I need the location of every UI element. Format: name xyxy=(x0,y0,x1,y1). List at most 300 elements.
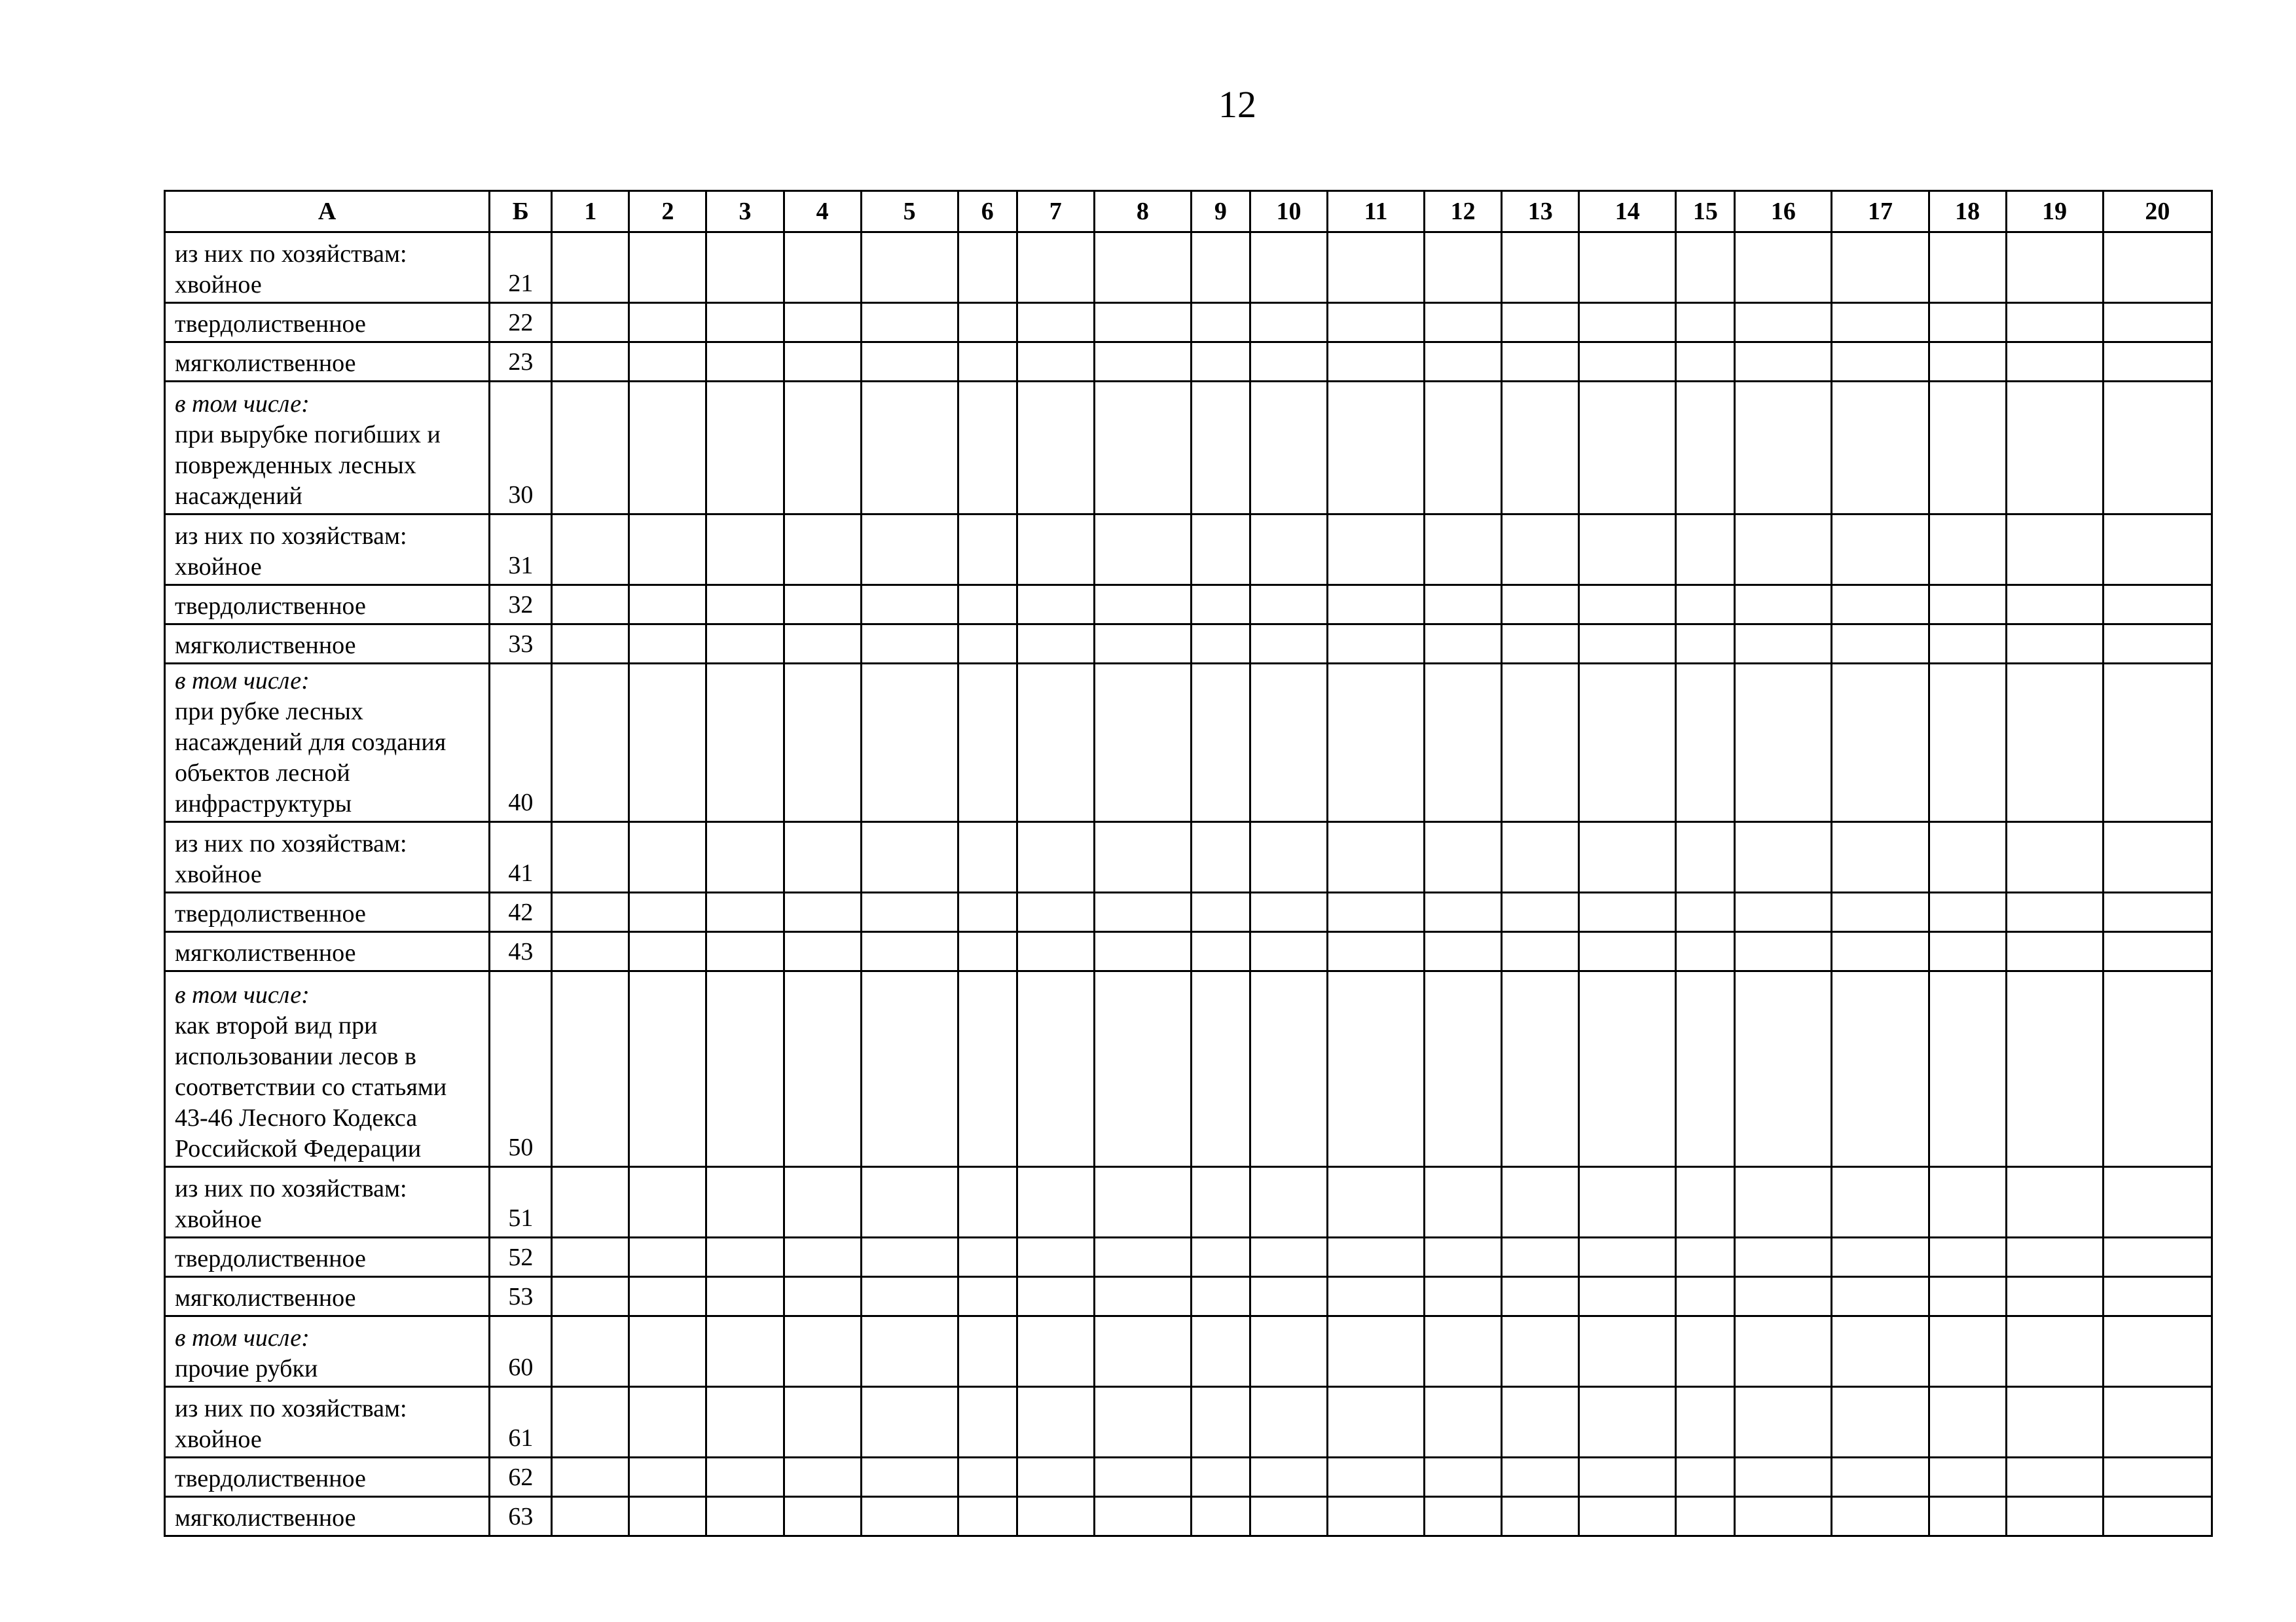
data-cell xyxy=(1832,932,1929,971)
row-label-text: мягколиственное xyxy=(175,1504,356,1532)
data-cell xyxy=(861,585,958,624)
data-cell xyxy=(1579,303,1676,342)
data-cell xyxy=(1250,1497,1327,1536)
data-cell xyxy=(706,585,784,624)
data-cell xyxy=(1502,382,1579,514)
row-label-text: из них по хозяйствам: xyxy=(175,522,407,550)
data-cell xyxy=(1328,664,1425,822)
data-cell xyxy=(1832,1238,1929,1277)
row-label-text: хвойное xyxy=(175,553,262,581)
row-code: 42 xyxy=(490,893,552,932)
data-cell xyxy=(1250,664,1327,822)
data-cell xyxy=(1676,342,1735,382)
data-cell xyxy=(1579,1238,1676,1277)
data-cell xyxy=(1832,303,1929,342)
data-cell xyxy=(1328,585,1425,624)
data-cell xyxy=(784,514,861,585)
data-cell xyxy=(1832,585,1929,624)
row-label-text: хвойное xyxy=(175,1206,262,1233)
data-cell xyxy=(1735,822,1832,893)
data-cell xyxy=(1191,624,1250,664)
row-code: 52 xyxy=(490,1238,552,1277)
data-cell xyxy=(958,382,1017,514)
data-cell xyxy=(958,514,1017,585)
row-label xyxy=(165,382,490,514)
data-cell xyxy=(1191,1238,1250,1277)
data-cell xyxy=(784,893,861,932)
data-cell xyxy=(1502,822,1579,893)
data-cell xyxy=(1425,382,1502,514)
row-label xyxy=(165,932,490,971)
data-cell xyxy=(1832,1497,1929,1536)
data-cell xyxy=(1017,1387,1094,1458)
data-cell xyxy=(1191,342,1250,382)
data-cell xyxy=(1929,932,2006,971)
data-cell xyxy=(1328,303,1425,342)
data-cell xyxy=(1735,1458,1832,1497)
data-cell xyxy=(1425,1277,1502,1316)
data-cell xyxy=(1502,303,1579,342)
data-cell xyxy=(1579,1497,1676,1536)
data-cell xyxy=(706,1238,784,1277)
data-cell xyxy=(1579,1167,1676,1238)
data-cell xyxy=(784,1238,861,1277)
row-code: 31 xyxy=(490,514,552,585)
data-cell xyxy=(1735,971,1832,1167)
table-row xyxy=(165,1387,2212,1458)
data-cell xyxy=(1735,1316,1832,1387)
data-cell xyxy=(1250,232,1327,303)
data-cell xyxy=(1425,971,1502,1167)
row-code: 40 xyxy=(490,664,552,822)
data-cell xyxy=(552,664,629,822)
row-code: 53 xyxy=(490,1277,552,1316)
data-cell xyxy=(1250,624,1327,664)
row-note: в том числе: xyxy=(175,981,310,1009)
data-cell xyxy=(629,232,706,303)
data-cell xyxy=(1579,971,1676,1167)
data-cell xyxy=(1676,1238,1735,1277)
data-cell xyxy=(552,1458,629,1497)
row-code: 22 xyxy=(490,303,552,342)
column-header: 15 xyxy=(1676,191,1735,232)
data-cell xyxy=(958,585,1017,624)
data-cell xyxy=(1676,932,1735,971)
data-cell xyxy=(1094,624,1191,664)
row-code: 30 xyxy=(490,382,552,514)
data-cell xyxy=(552,1238,629,1277)
data-cell xyxy=(2103,1238,2212,1277)
data-cell xyxy=(1250,893,1327,932)
data-cell xyxy=(1735,382,1832,514)
data-cell xyxy=(2103,303,2212,342)
data-cell xyxy=(861,1277,958,1316)
data-cell xyxy=(1832,1167,1929,1238)
data-cell xyxy=(1328,893,1425,932)
data-cell xyxy=(958,1387,1017,1458)
data-cell xyxy=(2006,1238,2103,1277)
data-cell xyxy=(1094,664,1191,822)
data-cell xyxy=(1191,932,1250,971)
data-cell xyxy=(1735,585,1832,624)
row-label xyxy=(165,1497,490,1536)
data-cell xyxy=(1676,514,1735,585)
row-label-text: при вырубке погибших и поврежденных лесных насаждений xyxy=(175,421,441,510)
data-cell xyxy=(1191,1458,1250,1497)
data-cell xyxy=(958,1167,1017,1238)
row-code: 62 xyxy=(490,1458,552,1497)
data-cell xyxy=(1735,303,1832,342)
data-cell xyxy=(1425,342,1502,382)
data-cell xyxy=(1425,1167,1502,1238)
data-cell xyxy=(1250,971,1327,1167)
data-cell xyxy=(2103,342,2212,382)
data-cell xyxy=(1735,1387,1832,1458)
data-cell xyxy=(1191,1387,1250,1458)
row-label-text: прочие рубки xyxy=(175,1355,318,1382)
data-cell xyxy=(1929,1387,2006,1458)
data-cell xyxy=(958,1238,1017,1277)
data-cell xyxy=(1929,893,2006,932)
data-cell xyxy=(706,932,784,971)
data-cell xyxy=(784,1497,861,1536)
table-row xyxy=(165,303,2212,342)
row-label xyxy=(165,893,490,932)
data-cell xyxy=(2006,822,2103,893)
data-cell xyxy=(1328,514,1425,585)
data-cell xyxy=(1929,664,2006,822)
table-row xyxy=(165,514,2212,585)
data-cell xyxy=(552,624,629,664)
data-cell xyxy=(861,1316,958,1387)
data-cell xyxy=(1735,1238,1832,1277)
data-cell xyxy=(1929,1167,2006,1238)
data-cell xyxy=(1017,1316,1094,1387)
data-cell xyxy=(1502,1316,1579,1387)
data-cell xyxy=(1425,303,1502,342)
data-cell xyxy=(629,971,706,1167)
data-cell xyxy=(1250,932,1327,971)
data-cell xyxy=(1328,232,1425,303)
data-cell xyxy=(1191,1277,1250,1316)
data-cell xyxy=(1929,514,2006,585)
data-cell xyxy=(1735,1277,1832,1316)
data-cell xyxy=(552,1277,629,1316)
data-cell xyxy=(784,232,861,303)
data-cell xyxy=(706,1387,784,1458)
data-cell xyxy=(1191,1497,1250,1536)
data-cell xyxy=(1094,1167,1191,1238)
data-cell xyxy=(1191,893,1250,932)
data-cell xyxy=(1579,1316,1676,1387)
data-cell xyxy=(861,1458,958,1497)
data-cell xyxy=(706,514,784,585)
data-cell xyxy=(629,342,706,382)
data-cell xyxy=(1502,624,1579,664)
data-cell xyxy=(1017,232,1094,303)
data-cell xyxy=(706,1167,784,1238)
data-cell xyxy=(2103,971,2212,1167)
column-header-row xyxy=(165,191,2212,232)
data-cell xyxy=(1832,893,1929,932)
data-cell xyxy=(1579,664,1676,822)
data-cell xyxy=(2103,932,2212,971)
data-cell xyxy=(1502,664,1579,822)
data-cell xyxy=(1094,1277,1191,1316)
row-label-text: из них по хозяйствам: xyxy=(175,240,407,268)
data-cell xyxy=(1094,1458,1191,1497)
data-cell xyxy=(629,1167,706,1238)
table-row xyxy=(165,382,2212,514)
row-label-text: твердолиственное xyxy=(175,1245,366,1272)
data-cell xyxy=(1929,1238,2006,1277)
data-cell xyxy=(784,303,861,342)
data-cell xyxy=(1191,1167,1250,1238)
data-cell xyxy=(1735,232,1832,303)
column-header: 5 xyxy=(861,191,958,232)
data-cell xyxy=(1094,1497,1191,1536)
data-cell xyxy=(1832,1277,1929,1316)
data-cell xyxy=(1579,585,1676,624)
row-label xyxy=(165,822,490,893)
data-cell xyxy=(1676,585,1735,624)
data-cell xyxy=(1929,585,2006,624)
data-cell xyxy=(1094,932,1191,971)
data-cell xyxy=(958,232,1017,303)
data-cell xyxy=(1191,303,1250,342)
data-cell xyxy=(1425,1387,1502,1458)
data-cell xyxy=(552,822,629,893)
table-row xyxy=(165,1316,2212,1387)
data-cell xyxy=(2006,382,2103,514)
data-cell xyxy=(1502,971,1579,1167)
data-cell xyxy=(1328,1316,1425,1387)
data-cell xyxy=(706,382,784,514)
data-cell xyxy=(2103,1316,2212,1387)
data-cell xyxy=(1191,514,1250,585)
data-cell xyxy=(1094,232,1191,303)
data-cell xyxy=(2006,1277,2103,1316)
data-cell xyxy=(1579,1387,1676,1458)
data-cell xyxy=(1250,822,1327,893)
data-cell xyxy=(1250,1316,1327,1387)
row-note: в том числе: xyxy=(175,1324,310,1352)
data-cell xyxy=(1425,932,1502,971)
column-header: А xyxy=(165,191,490,232)
data-cell xyxy=(1017,382,1094,514)
data-cell xyxy=(2006,342,2103,382)
data-cell xyxy=(958,1497,1017,1536)
data-cell xyxy=(1250,382,1327,514)
data-cell xyxy=(706,1316,784,1387)
data-cell xyxy=(1425,893,1502,932)
data-cell xyxy=(1017,822,1094,893)
data-cell xyxy=(958,1316,1017,1387)
data-cell xyxy=(706,664,784,822)
data-cell xyxy=(629,382,706,514)
row-code: 60 xyxy=(490,1316,552,1387)
table-row xyxy=(165,232,2212,303)
data-cell xyxy=(1425,232,1502,303)
data-cell xyxy=(1017,1238,1094,1277)
row-note: в том числе: xyxy=(175,667,310,694)
row-label-text: как второй вид при использовании лесов в соответствии со статьями 43-46 Лесного Кодекса Российской Федерации xyxy=(175,1012,447,1162)
data-cell xyxy=(706,1277,784,1316)
data-cell xyxy=(1094,1387,1191,1458)
data-cell xyxy=(1425,514,1502,585)
table-row xyxy=(165,822,2212,893)
data-cell xyxy=(1094,382,1191,514)
data-cell xyxy=(2006,1387,2103,1458)
data-cell xyxy=(1425,1497,1502,1536)
data-cell xyxy=(1502,1238,1579,1277)
data-cell xyxy=(2006,585,2103,624)
row-code: 41 xyxy=(490,822,552,893)
data-cell xyxy=(2103,514,2212,585)
data-cell xyxy=(1017,893,1094,932)
data-cell xyxy=(552,932,629,971)
row-code: 33 xyxy=(490,624,552,664)
data-cell xyxy=(1250,1238,1327,1277)
data-cell xyxy=(552,514,629,585)
data-cell xyxy=(2006,1167,2103,1238)
row-label xyxy=(165,1458,490,1497)
data-cell xyxy=(1502,342,1579,382)
data-cell xyxy=(552,303,629,342)
data-cell xyxy=(1017,585,1094,624)
data-cell xyxy=(552,585,629,624)
column-header: 4 xyxy=(784,191,861,232)
data-cell xyxy=(706,1458,784,1497)
column-header: 2 xyxy=(629,191,706,232)
data-cell xyxy=(1017,971,1094,1167)
row-label-text: мягколиственное xyxy=(175,939,356,967)
data-cell xyxy=(1425,664,1502,822)
data-cell xyxy=(1191,822,1250,893)
data-cell xyxy=(1832,664,1929,822)
data-cell xyxy=(1735,342,1832,382)
data-cell xyxy=(1250,1458,1327,1497)
data-cell xyxy=(552,1387,629,1458)
data-cell xyxy=(1425,1458,1502,1497)
data-cell xyxy=(1579,1277,1676,1316)
row-label xyxy=(165,303,490,342)
data-cell xyxy=(1094,1238,1191,1277)
data-cell xyxy=(1735,664,1832,822)
data-cell xyxy=(1676,1167,1735,1238)
data-cell xyxy=(1929,232,2006,303)
column-header: Б xyxy=(490,191,552,232)
data-cell xyxy=(1250,303,1327,342)
data-cell xyxy=(1328,1387,1425,1458)
data-cell xyxy=(861,382,958,514)
data-cell xyxy=(629,514,706,585)
data-cell xyxy=(1735,893,1832,932)
data-cell xyxy=(1735,624,1832,664)
row-code: 43 xyxy=(490,932,552,971)
data-cell xyxy=(1017,342,1094,382)
row-label xyxy=(165,1277,490,1316)
column-header: 9 xyxy=(1191,191,1250,232)
data-cell xyxy=(784,822,861,893)
data-cell xyxy=(1017,1167,1094,1238)
row-label-text: твердолиственное xyxy=(175,1465,366,1492)
data-cell xyxy=(958,303,1017,342)
data-cell xyxy=(1832,342,1929,382)
column-header: 12 xyxy=(1425,191,1502,232)
data-cell xyxy=(706,822,784,893)
data-cell xyxy=(552,893,629,932)
data-cell xyxy=(1328,382,1425,514)
row-label-text: при рубке лесных насаждений для создания объектов лесной инфраструктуры xyxy=(175,698,446,818)
data-cell xyxy=(1328,342,1425,382)
data-cell xyxy=(958,971,1017,1167)
data-cell xyxy=(2103,1497,2212,1536)
data-cell xyxy=(1929,1497,2006,1536)
data-cell xyxy=(1328,1277,1425,1316)
data-cell xyxy=(629,664,706,822)
row-label-text: из них по хозяйствам: xyxy=(175,1175,407,1202)
column-header: 6 xyxy=(958,191,1017,232)
data-cell xyxy=(1579,514,1676,585)
data-cell xyxy=(1579,382,1676,514)
table-row xyxy=(165,585,2212,624)
data-cell xyxy=(1328,932,1425,971)
data-cell xyxy=(1017,664,1094,822)
data-cell xyxy=(784,1387,861,1458)
data-cell xyxy=(1502,932,1579,971)
data-cell xyxy=(2006,1458,2103,1497)
data-cell xyxy=(1579,342,1676,382)
table-body xyxy=(165,232,2212,1536)
data-cell xyxy=(1676,1458,1735,1497)
data-cell xyxy=(1579,932,1676,971)
data-cell xyxy=(2103,624,2212,664)
row-code: 51 xyxy=(490,1167,552,1238)
data-cell xyxy=(861,303,958,342)
table-row xyxy=(165,1167,2212,1238)
data-cell xyxy=(784,1277,861,1316)
data-cell xyxy=(2103,664,2212,822)
data-cell xyxy=(1832,822,1929,893)
data-cell xyxy=(2103,382,2212,514)
data-cell xyxy=(1832,1387,1929,1458)
column-header: 13 xyxy=(1502,191,1579,232)
data-cell xyxy=(784,1167,861,1238)
data-cell xyxy=(1929,822,2006,893)
data-cell xyxy=(1094,514,1191,585)
data-cell xyxy=(1832,1458,1929,1497)
data-cell xyxy=(861,893,958,932)
data-cell xyxy=(1502,1497,1579,1536)
data-cell xyxy=(1676,893,1735,932)
data-cell xyxy=(1328,822,1425,893)
data-cell xyxy=(1191,971,1250,1167)
data-cell xyxy=(1676,822,1735,893)
data-cell xyxy=(1676,232,1735,303)
data-cell xyxy=(1929,1277,2006,1316)
data-cell xyxy=(552,971,629,1167)
row-label xyxy=(165,232,490,303)
data-cell xyxy=(1328,1458,1425,1497)
data-cell xyxy=(784,1458,861,1497)
column-header: 8 xyxy=(1094,191,1191,232)
row-label xyxy=(165,585,490,624)
data-cell xyxy=(1094,585,1191,624)
data-cell xyxy=(1502,1387,1579,1458)
column-header: 14 xyxy=(1579,191,1676,232)
data-cell xyxy=(552,382,629,514)
